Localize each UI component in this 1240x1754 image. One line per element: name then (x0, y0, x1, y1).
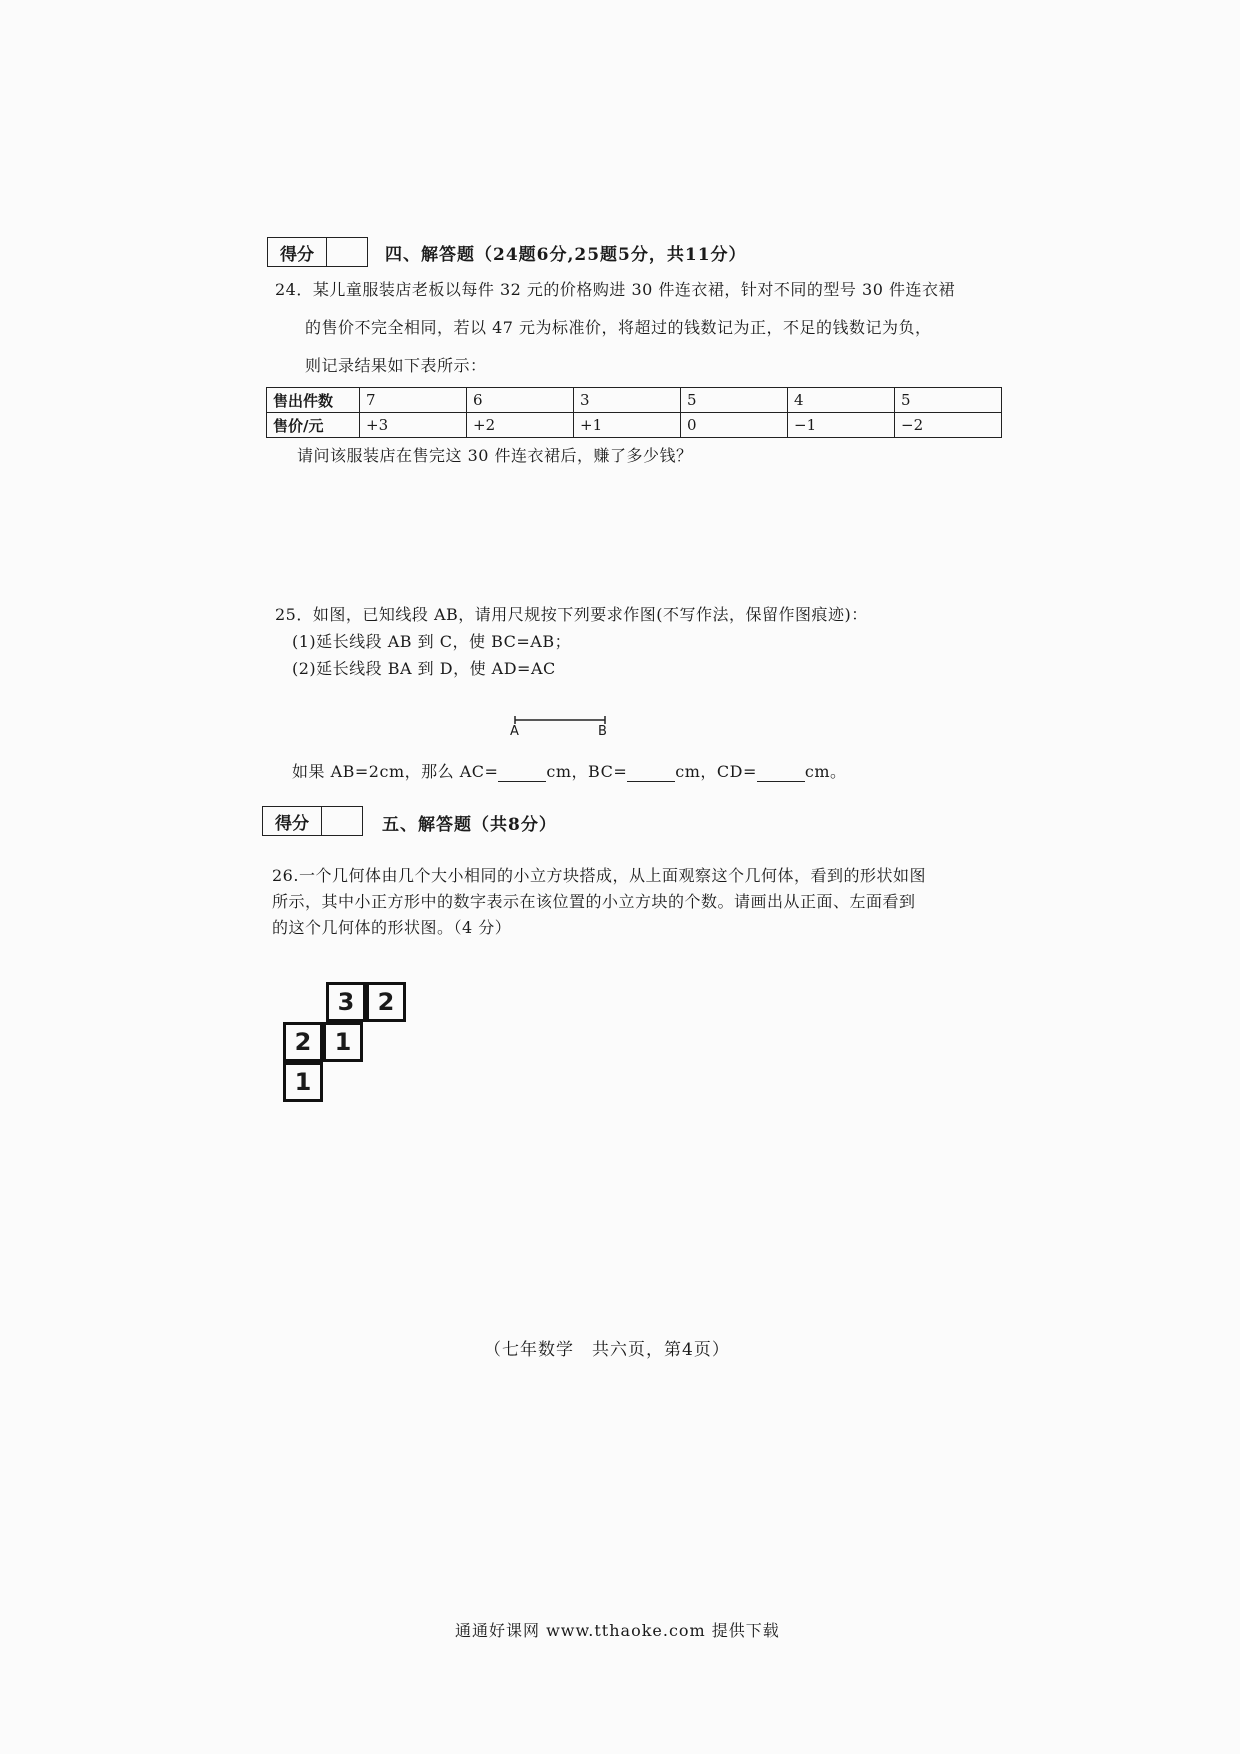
blank-cd[interactable] (757, 765, 805, 782)
score-box-section4 (267, 237, 368, 267)
grid-cell: 1 (323, 1022, 363, 1062)
sales-table (266, 387, 1002, 438)
q24-question: 请问该服装店在售完这 30 件连衣裙后，赚了多少钱？ (297, 446, 693, 465)
answer-unit-cd: cm，CD= (675, 762, 757, 781)
grid-cell: 3 (326, 982, 366, 1022)
q24-line2: 的售价不完全相同，若以 47 元为标准价，将超过的钱数记为正，不足的钱数记为负， (305, 318, 932, 337)
table-cell: −1 (788, 413, 895, 438)
table-cell: 0 (681, 413, 788, 438)
section4-title: 四、解答题（24题6分,25题5分，共11分） (385, 245, 747, 265)
point-b-label: B (598, 724, 607, 739)
q26-line3: 的这个几何体的形状图。（4 分） (272, 918, 512, 937)
answer-prefix: 如果 AB=2cm，那么 AC= (292, 762, 499, 781)
page-footer: （七年数学 共六页，第4页） (484, 1340, 730, 1360)
table-cell: +2 (467, 413, 574, 438)
point-a-label: A (510, 724, 519, 739)
score-blank (327, 238, 367, 266)
q25-answer-line (292, 762, 847, 782)
q26-line1: 26.一个几何体由几个大小相同的小立方块搭成，从上面观察这个几何体，看到的形状如图 (272, 866, 926, 885)
section5-title: 五、解答题（共8分） (382, 815, 557, 835)
table-cell: +3 (360, 413, 467, 438)
blank-bc[interactable] (627, 765, 675, 782)
q25-step2: (2)延长线段 BA 到 D，使 AD=AC (292, 659, 556, 678)
score-box-section5 (262, 806, 363, 836)
table-cell: 5 (681, 388, 788, 413)
row-header-counts: 售出件数 (267, 388, 360, 413)
grid-cell: 2 (283, 1022, 323, 1062)
answer-unit-bc: cm，BC= (546, 762, 628, 781)
table-cell: 6 (467, 388, 574, 413)
grid-cell: 1 (283, 1062, 323, 1102)
table-cell: 4 (788, 388, 895, 413)
q24-line3: 则记录结果如下表所示： (305, 356, 487, 375)
q24-line1: 24．某儿童服装店老板以每件 32 元的价格购进 30 件连衣裙，针对不同的型号 30 件连衣裙 (275, 280, 955, 299)
answer-unit-end: cm。 (804, 762, 847, 781)
table-cell: 7 (360, 388, 467, 413)
table-row-counts (267, 388, 1002, 413)
table-cell: +1 (574, 413, 681, 438)
score-label: 得分 (268, 238, 327, 266)
q25-step1: (1)延长线段 AB 到 C，使 BC=AB； (292, 632, 572, 651)
site-footer: 通通好课网 www.tthaoke.com 提供下载 (455, 1621, 780, 1640)
table-cell: −2 (895, 413, 1002, 438)
table-cell: 5 (895, 388, 1002, 413)
blank-ac[interactable] (498, 765, 546, 782)
table-row-prices (267, 413, 1002, 438)
score-blank (322, 807, 362, 835)
q26-line2: 所示，其中小正方形中的数字表示在该位置的小立方块的个数。请画出从正面、左面看到 (272, 892, 916, 911)
q25-line1: 25．如图，已知线段 AB，请用尺规按下列要求作图(不写作法，保留作图痕迹)： (275, 605, 868, 624)
row-header-prices: 售价/元 (267, 413, 360, 438)
score-label: 得分 (263, 807, 322, 835)
grid-cell: 2 (366, 982, 406, 1022)
table-cell: 3 (574, 388, 681, 413)
